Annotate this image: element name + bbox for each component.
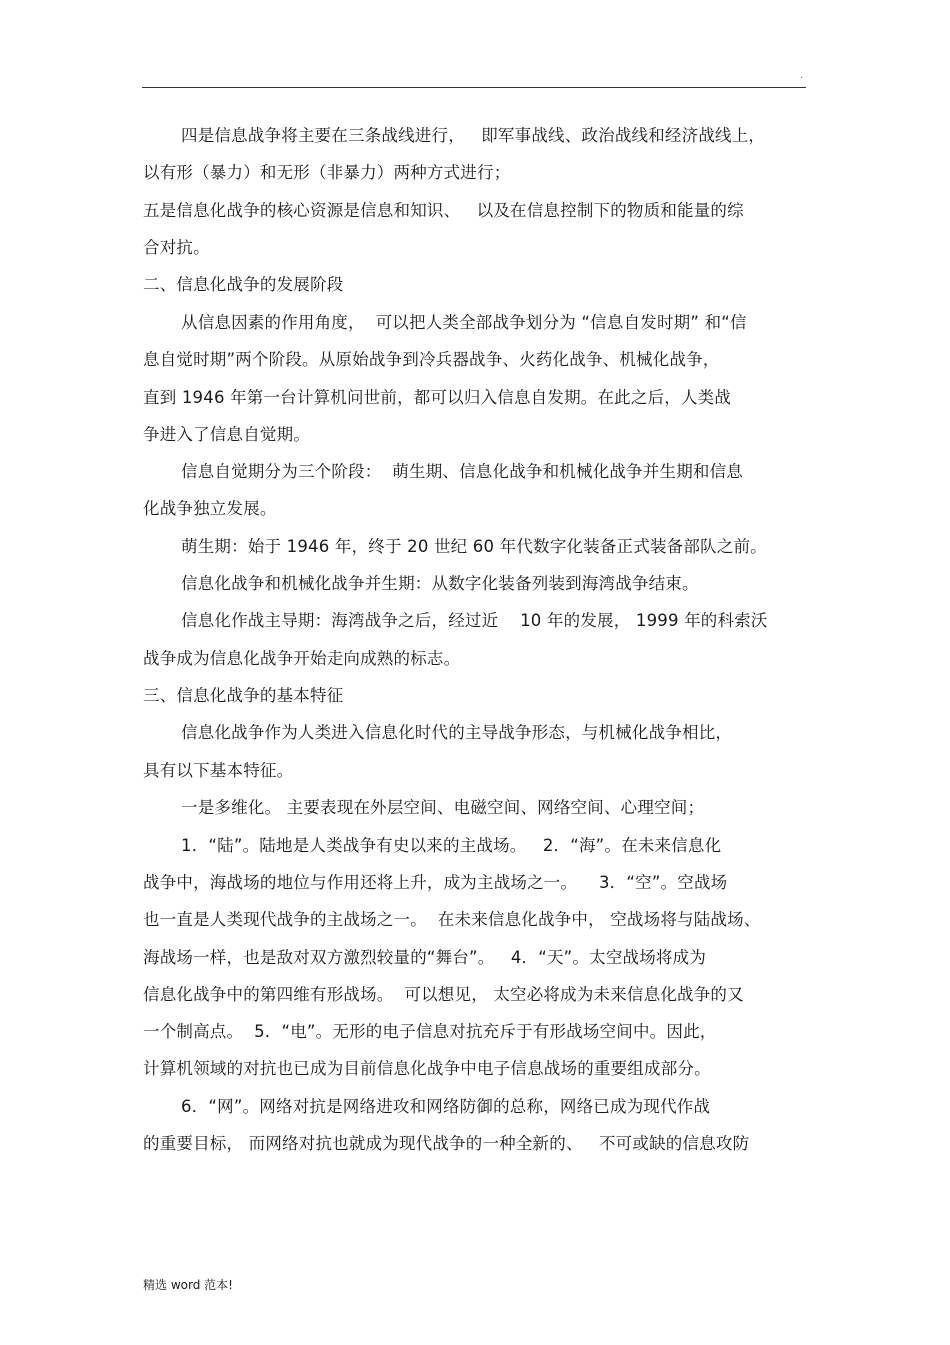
paragraph-line: 五是信息化战争的核心资源是信息和知识、 以及在信息控制下的物质和能量的综 bbox=[143, 201, 744, 220]
paragraph-line: 四是信息战争将主要在三条战线进行， 即军事战线、政治战线和经济战线上， bbox=[181, 126, 766, 145]
header-mark: . bbox=[800, 70, 804, 81]
paragraph-line: 一是多维化。 主要表现在外层空间、电磁空间、网络空间、心理空间； bbox=[181, 798, 705, 817]
paragraph-line: 以有形（暴力）和无形（非暴力）两种方式进行； bbox=[143, 163, 511, 182]
paragraph-line: 海战场一样，也是敌对双方激烈较量的“舞台”。 4．“天”。太空战场将成为 bbox=[143, 948, 707, 967]
paragraph-line: 合对抗。 bbox=[143, 238, 210, 257]
paragraph-line: 6．“网”。网络对抗是网络进攻和网络防御的总称，网络已成为现代作战 bbox=[181, 1097, 711, 1116]
paragraph-line: 具有以下基本特征。 bbox=[143, 761, 294, 780]
paragraph-line: 的重要目标， 而网络对抗也就成为现代战争的一种全新的、 不可或缺的信息攻防 bbox=[143, 1134, 750, 1153]
paragraph-line: 信息化战争中的第四维有形战场。 可以想见， 太空必将成为未来信息化战争的又 bbox=[143, 985, 744, 1004]
section-heading: 三、信息化战争的基本特征 bbox=[143, 686, 344, 705]
paragraph-line: 信息化作战主导期：海湾战争之后，经过近 10 年的发展， 1999 年的科索沃 bbox=[181, 611, 768, 630]
section-heading: 二、信息化战争的发展阶段 bbox=[143, 275, 344, 294]
paragraph-line: 信息化战争作为人类进入信息化时代的主导战争形态，与机械化战争相比， bbox=[181, 723, 733, 742]
paragraph-line: 信息自觉期分为三个阶段： 萌生期、信息化战争和机械化战争并生期和信息 bbox=[181, 462, 743, 481]
paragraph-line: 计算机领域的对抗也已成为目前信息化战争中电子信息战场的重要组成部分。 bbox=[143, 1059, 711, 1078]
paragraph-line: 萌生期：始于 1946 年，终于 20 世纪 60 年代数字化装备正式装备部队之前。 bbox=[181, 537, 767, 556]
paragraph-line: 一个制高点。 5．“电”。无形的电子信息对抗充斥于有形战场空间中。因此， bbox=[143, 1022, 717, 1041]
header-rule bbox=[142, 87, 806, 88]
paragraph-line: 也一直是人类现代战争的主战场之一。 在未来信息化战争中， 空战场将与陆战场、 bbox=[143, 910, 761, 929]
paragraph-line: 1．“陆”。陆地是人类战争有史以来的主战场。 2．“海”。在未来信息化 bbox=[181, 836, 722, 855]
page-footer: 精选 word 范本! bbox=[143, 1278, 233, 1292]
paragraph-line: 争进入了信息自觉期。 bbox=[143, 425, 310, 444]
paragraph-line: 直到 1946 年第一台计算机问世前，都可以归入信息自发期。在此之后，人类战 bbox=[143, 388, 732, 407]
paragraph-line: 从信息因素的作用角度， 可以把人类全部战争划分为 “信息自发时期” 和“信 bbox=[181, 313, 747, 332]
paragraph-line: 息自觉时期”两个阶段。从原始战争到冷兵器战争、火药化战争、机械化战争， bbox=[143, 350, 720, 369]
paragraph-line: 信息化战争和机械化战争并生期：从数字化装备列装到海湾战争结束。 bbox=[181, 574, 699, 593]
paragraph-line: 战争中，海战场的地位与作用还将上升，成为主战场之一。 3．“空”。空战场 bbox=[143, 873, 728, 892]
paragraph-line: 化战争独立发展。 bbox=[143, 499, 277, 518]
paragraph-line: 战争成为信息化战争开始走向成熟的标志。 bbox=[143, 649, 461, 668]
